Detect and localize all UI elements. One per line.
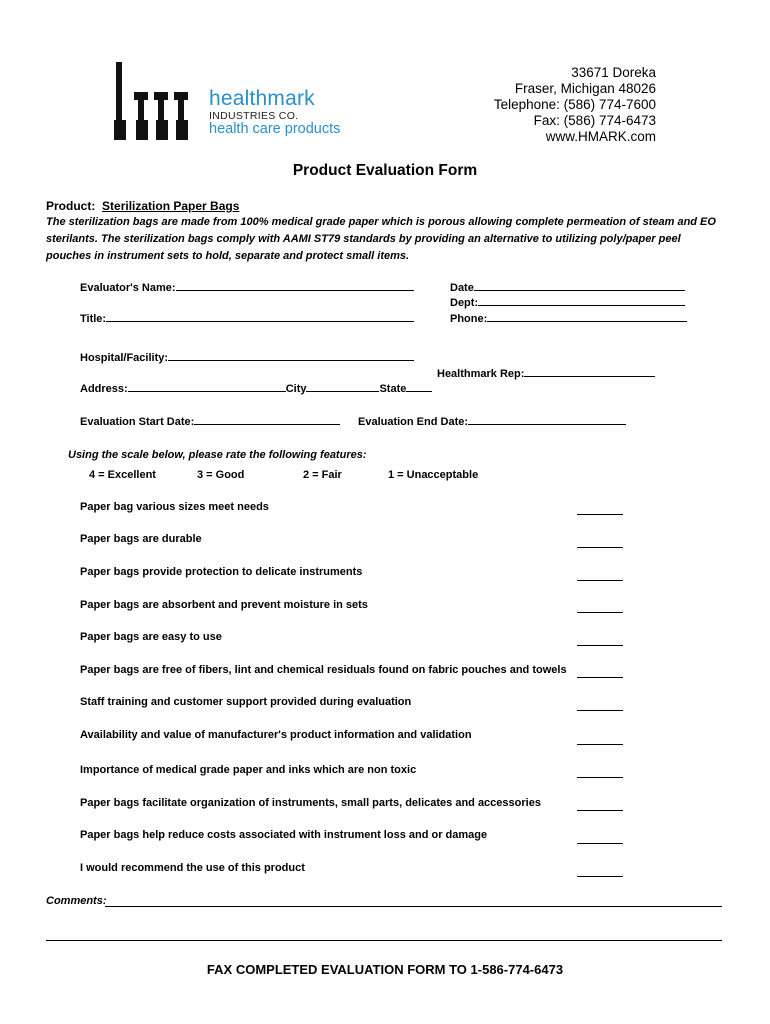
address-street: 33671 Doreka bbox=[571, 65, 656, 80]
brand-tagline: health care products bbox=[209, 121, 341, 137]
question-label: Paper bags are durable bbox=[80, 533, 202, 545]
question-label: Paper bags are free of fibers, lint and chemical residuals found on fabric pouches and towels bbox=[80, 664, 567, 676]
phone-label: Phone: bbox=[450, 313, 488, 325]
healthmark-rep-line[interactable] bbox=[524, 365, 655, 377]
rating-blank[interactable] bbox=[577, 710, 623, 711]
product-line bbox=[46, 199, 239, 213]
question-label: Paper bags facilitate organization of instruments, small parts, delicates and accessories bbox=[80, 797, 541, 809]
title-field[interactable] bbox=[80, 310, 414, 326]
scale-unacceptable: 1 = Unacceptable bbox=[388, 469, 479, 481]
end-date-field[interactable] bbox=[358, 413, 626, 429]
question-label: Staff training and customer support provided during evaluation bbox=[80, 696, 412, 708]
date-label: Date bbox=[450, 282, 474, 294]
date-line[interactable] bbox=[474, 279, 685, 291]
fax-instructions: FAX COMPLETED EVALUATION FORM TO 1-586-774-6473 bbox=[206, 962, 564, 977]
rating-blank[interactable] bbox=[577, 810, 623, 811]
scale-good: 3 = Good bbox=[197, 469, 245, 481]
address-line[interactable] bbox=[128, 380, 286, 392]
rating-blank[interactable] bbox=[577, 580, 623, 581]
evaluator-name-field[interactable] bbox=[80, 279, 414, 295]
rating-scale-intro: Using the scale below, please rate the following features: bbox=[68, 449, 367, 461]
address-field[interactable] bbox=[80, 380, 432, 396]
comments-line[interactable] bbox=[105, 906, 722, 907]
date-field[interactable] bbox=[450, 279, 685, 295]
rating-blank[interactable] bbox=[577, 777, 623, 778]
rating-blank[interactable] bbox=[577, 547, 623, 548]
rating-blank[interactable] bbox=[577, 876, 623, 877]
question-label: Paper bags help reduce costs associated with instrument loss and or damage bbox=[80, 829, 488, 841]
scale-fair: 2 = Fair bbox=[303, 469, 342, 481]
address-label: Address: bbox=[80, 383, 128, 395]
question-label: Paper bags are easy to use bbox=[80, 631, 222, 643]
title-line[interactable] bbox=[106, 310, 414, 322]
state-line[interactable] bbox=[406, 380, 432, 392]
state-label: State bbox=[379, 383, 407, 395]
rating-blank[interactable] bbox=[577, 645, 623, 646]
end-date-line[interactable] bbox=[468, 413, 626, 425]
end-date-label: Evaluation End Date: bbox=[358, 416, 469, 428]
healthmark-logo-icon bbox=[110, 62, 192, 140]
product-name: Sterilization Paper Bags bbox=[102, 199, 240, 213]
start-date-label: Evaluation Start Date: bbox=[80, 416, 195, 428]
rating-blank[interactable] bbox=[577, 843, 623, 844]
address-fax: Fax: (586) 774-6473 bbox=[533, 113, 656, 128]
city-label: City bbox=[285, 383, 307, 395]
question-label: Paper bags provide protection to delicate instruments bbox=[80, 566, 363, 578]
question-label: I would recommend the use of this product bbox=[80, 862, 305, 874]
address-website: www.HMARK.com bbox=[545, 129, 656, 144]
start-date-field[interactable] bbox=[80, 413, 340, 429]
question-label: Paper bag various sizes meet needs bbox=[80, 501, 269, 513]
comments-label: Comments: bbox=[46, 895, 107, 907]
dept-field[interactable] bbox=[450, 294, 685, 310]
hospital-line[interactable] bbox=[168, 349, 414, 361]
healthmark-rep-label: Healthmark Rep: bbox=[437, 368, 525, 380]
evaluator-name-line[interactable] bbox=[176, 279, 414, 291]
dept-line[interactable] bbox=[478, 294, 685, 306]
address-telephone: Telephone: (586) 774-7600 bbox=[493, 97, 656, 112]
city-line[interactable] bbox=[306, 380, 379, 392]
question-label: Availability and value of manufacturer's product information and validation bbox=[80, 729, 472, 741]
company-address bbox=[494, 65, 656, 145]
hospital-field[interactable] bbox=[80, 349, 414, 365]
phone-line[interactable] bbox=[487, 310, 687, 322]
scale-excellent: 4 = Excellent bbox=[89, 469, 156, 481]
brand-name: healthmark bbox=[209, 87, 315, 110]
rating-blank[interactable] bbox=[577, 744, 623, 745]
product-description: The sterilization bags are made from 100% medical grade paper which is porous allowing complete permeation of steam and EO sterilants. The sterilization bags comply with AAMI ST79 standards by providing an alternative to utilizing poly/paper peel pouches in instrument sets to hold, separate and protect small items. bbox=[46, 216, 716, 262]
product-label: Product: bbox=[46, 199, 96, 213]
hospital-label: Hospital/Facility: bbox=[80, 352, 169, 364]
divider bbox=[46, 940, 722, 941]
question-label: Paper bags are absorbent and prevent moisture in sets bbox=[80, 599, 368, 611]
dept-label: Dept: bbox=[450, 297, 479, 309]
address-city: Fraser, Michigan 48026 bbox=[514, 81, 656, 96]
title-label: Title: bbox=[80, 313, 107, 325]
question-label: Importance of medical grade paper and inks which are non toxic bbox=[80, 764, 417, 776]
evaluator-name-label: Evaluator's Name: bbox=[80, 282, 176, 294]
rating-blank[interactable] bbox=[577, 514, 623, 515]
start-date-line[interactable] bbox=[194, 413, 340, 425]
phone-field[interactable] bbox=[450, 310, 687, 326]
brand-subtitle: INDUSTRIES CO. bbox=[209, 110, 299, 122]
healthmark-rep-field[interactable] bbox=[437, 365, 655, 381]
rating-blank[interactable] bbox=[577, 677, 623, 678]
form-title: Product Evaluation Form bbox=[292, 162, 478, 179]
rating-blank[interactable] bbox=[577, 612, 623, 613]
